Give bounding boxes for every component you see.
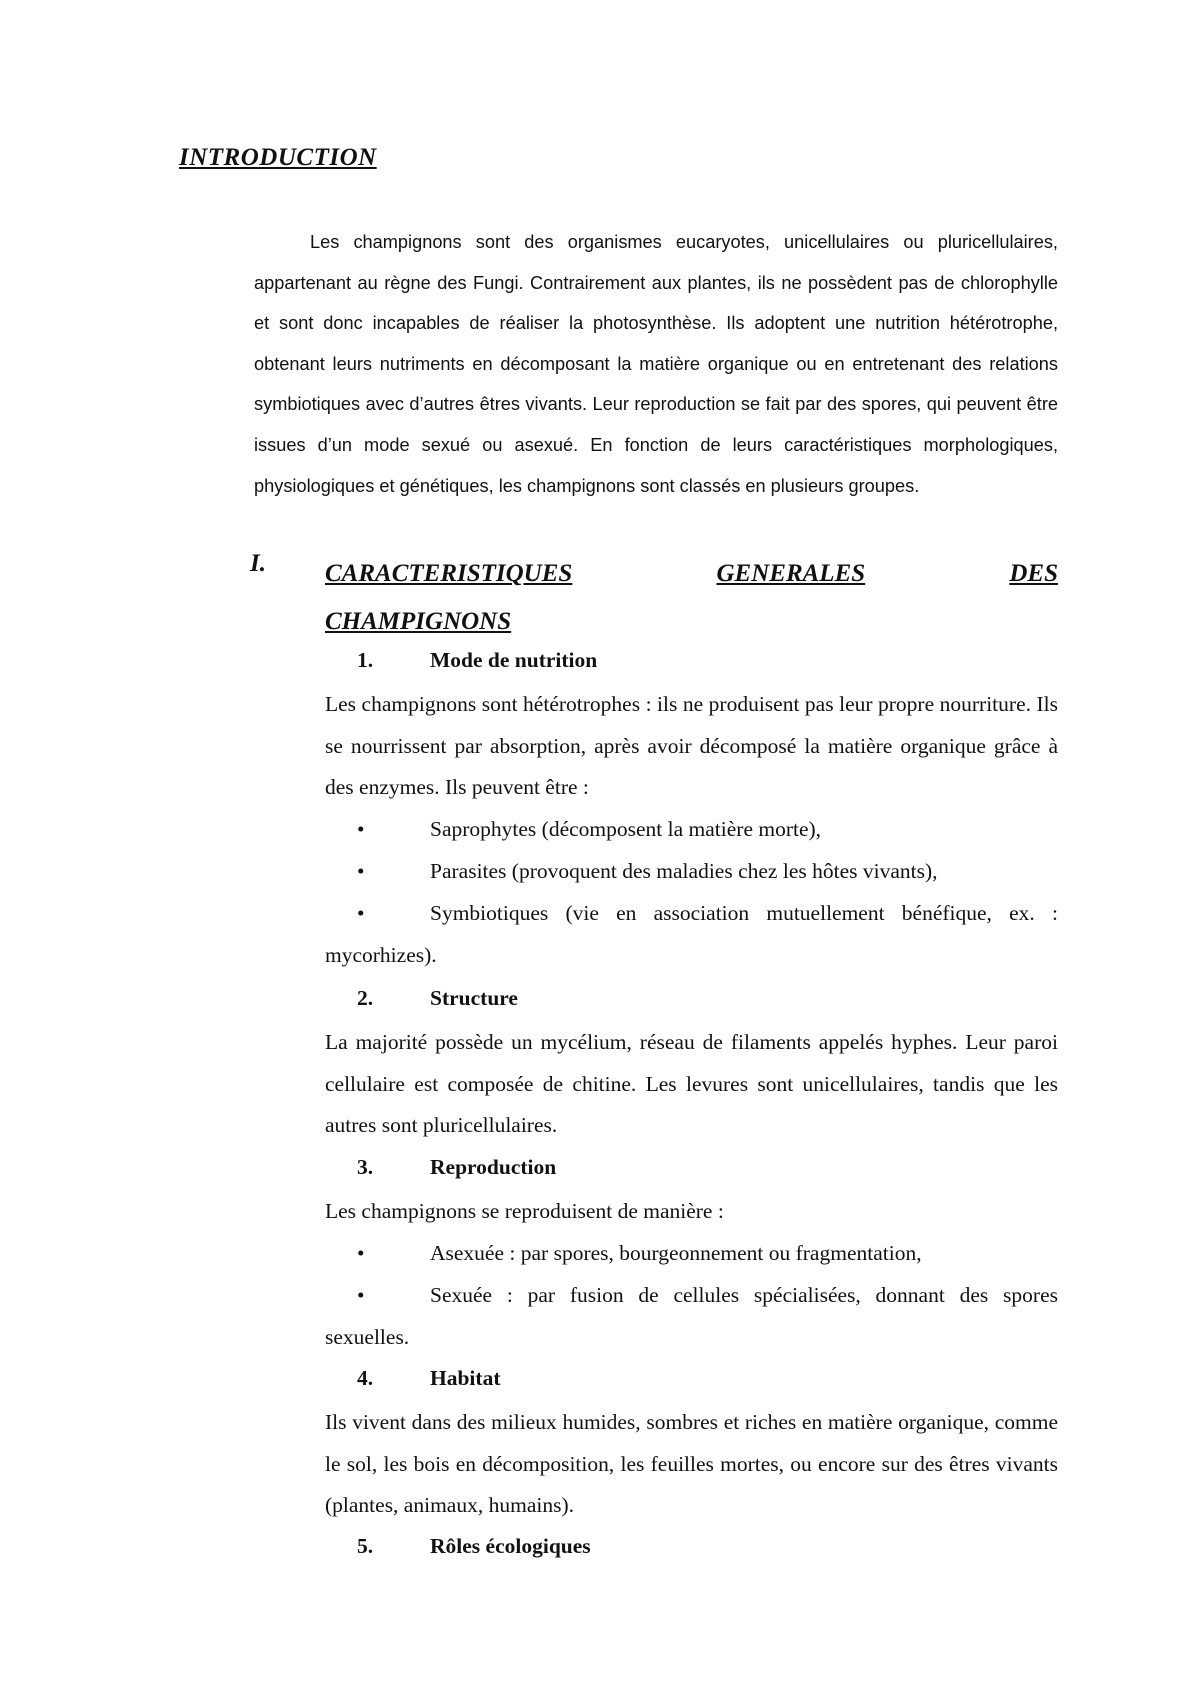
list-item-text: Parasites (provoquent des maladies chez les hôtes vivants), — [430, 859, 938, 883]
section-title-word: DES — [1009, 560, 1058, 587]
list-item — [325, 1275, 1058, 1358]
reproduction-text: Les champignons se reproduisent de manière : — [325, 1199, 724, 1223]
subsection-title-structure: Structure — [430, 986, 518, 1010]
section-title-line2: CHAMPIGNONS — [325, 608, 512, 635]
subsection-title-roles: Rôles écologiques — [430, 1534, 591, 1558]
list-item-text: Symbiotiques (vie en association mutuellement bénéfique, ex. : mycorhizes). — [325, 901, 1058, 967]
subsection-number: 1. — [357, 648, 374, 672]
subsection-title-habitat: Habitat — [430, 1366, 501, 1390]
section-title — [325, 550, 1058, 646]
subsection-number: 5. — [357, 1534, 374, 1558]
section-number: I. — [250, 550, 266, 577]
list-item — [325, 893, 1058, 976]
list-item — [325, 1233, 1058, 1275]
intro-heading — [143, 144, 377, 172]
list-item — [325, 851, 1058, 893]
intro-paragraph: Les champignons sont des organismes eucaryotes, unicellulaires ou pluricellulaires, appartenant au règne des Fungi. Contrairement aux plantes, ils ne possèdent pas de chlorophylle et sont donc incapables de réaliser la photosynthèse. Ils adoptent une nutrition hétérotrophe, obtenant leurs nutriments en décomposant la matière organique ou en entretenant des relations symbiotiques avec d’autres êtres vivants. Leur reproduction se fait par des spores, qui peuvent être issues d’un mode sexué ou asexué. En fonction de leurs caractéristiques morphologiques, physiologiques et génétiques, les champignons sont classés en plusieurs groupes. — [254, 232, 1058, 496]
list-item-text: Sexuée : par fusion de cellules spécialisées, donnant des spores sexuelles. — [325, 1283, 1058, 1349]
bullet-icon: • — [357, 1241, 365, 1265]
bullet-icon: • — [357, 1283, 365, 1307]
intro-heading-text: INTRODUCTION — [179, 144, 377, 171]
structure-text: La majorité possède un mycélium, réseau de filaments appelés hyphes. Leur paroi cellulaire est composée de chitine. Les levures sont unicellulaires, tandis que les autres sont pluricellulaires. — [325, 1030, 1058, 1138]
section-title-word: CARACTERISTIQUES — [325, 560, 573, 587]
subsection-number: 3. — [357, 1155, 374, 1179]
bullet-icon: • — [357, 859, 365, 883]
list-item — [325, 809, 1058, 851]
subsection-title-reproduction: Reproduction — [430, 1155, 557, 1179]
list-item-text: Asexuée : par spores, bourgeonnement ou fragmentation, — [430, 1241, 922, 1265]
subsection-number: 2. — [357, 986, 374, 1010]
bullet-icon: • — [357, 901, 365, 925]
habitat-text: Ils vivent dans des milieux humides, sombres et riches en matière organique, comme le sol, les bois en décomposition, les feuilles mortes, ou encore sur des êtres vivants (plantes, animaux, humains). — [325, 1410, 1058, 1518]
nutrition-text: Les champignons sont hétérotrophes : ils ne produisent pas leur propre nourriture. Ils se nourrissent par absorption, après avoir décomposé la matière organique grâce à des enzymes. Ils peuvent être : — [325, 692, 1058, 800]
list-item-text: Saprophytes (décomposent la matière morte), — [430, 817, 822, 841]
section-title-line1 — [325, 550, 1058, 598]
section-title-word: GENERALES — [716, 560, 866, 587]
subsection-title-nutrition: Mode de nutrition — [430, 648, 598, 672]
bullet-icon: • — [357, 817, 365, 841]
subsection-number: 4. — [357, 1366, 374, 1390]
